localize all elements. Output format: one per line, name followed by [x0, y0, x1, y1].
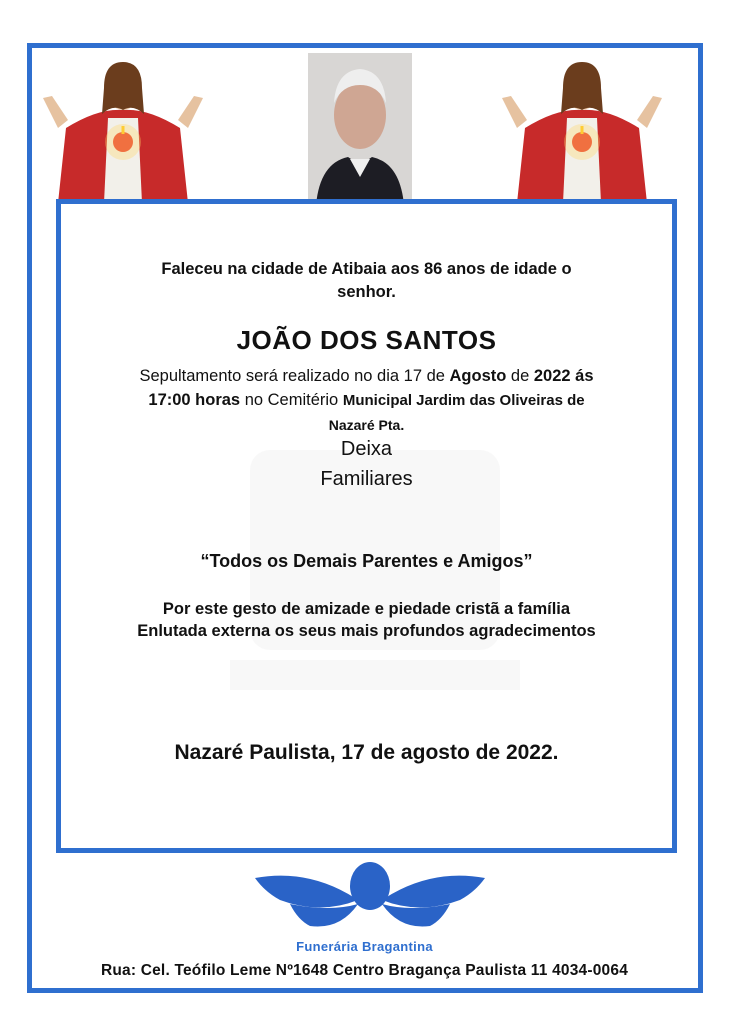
burial-text-b: de: [506, 367, 534, 385]
burial-time: 17:00 horas: [148, 391, 241, 409]
burial-text-c: no Cemitério: [240, 391, 343, 409]
burial-text-a: Sepultamento será realizado no dia 17 de: [139, 367, 450, 385]
family-label: Familiares: [320, 468, 413, 490]
burial-year: 2022 ás: [533, 367, 594, 385]
intro-text: [60, 258, 673, 304]
deceased-name: JOÃO DOS SANTOS: [236, 325, 497, 355]
burial-info: [60, 364, 673, 437]
burial-line-2: [60, 388, 673, 413]
burial-cemetery: Municipal Jardim das Oliveiras de: [342, 392, 585, 409]
burial-city: Nazaré Pta.: [328, 417, 405, 433]
deceased-photo: [308, 53, 412, 205]
date-line: Nazaré Paulista, 17 de agosto de 2022.: [174, 741, 559, 764]
intro-line-2: senhor.: [337, 283, 396, 301]
sacred-heart-jesus-left-image: [38, 58, 208, 203]
funeral-home-logo-icon: [250, 860, 490, 940]
leaves-label: Deixa: [340, 438, 393, 460]
burial-line-1: [60, 364, 673, 388]
sacred-heart-jesus-right-image: [497, 58, 667, 203]
relatives-quote: “Todos os Demais Parentes e Amigos”: [200, 551, 533, 571]
intro-line-1: Faleceu na cidade de Atibaia aos 86 anos de idade o: [161, 260, 572, 278]
thanks-text: [60, 598, 673, 642]
burial-month: Agosto: [449, 367, 507, 385]
funeral-home-name: Funerária Bragantina: [296, 939, 433, 954]
thanks-line-2: Enlutada externa os seus mais profundos agradecimentos: [137, 622, 596, 640]
thanks-line-1: Por este gesto de amizade e piedade cristã a família: [162, 600, 571, 618]
funeral-home-address: Rua: Cel. Teófilo Leme Nº1648 Centro Bragança Paulista 11 4034-0064: [100, 962, 629, 979]
